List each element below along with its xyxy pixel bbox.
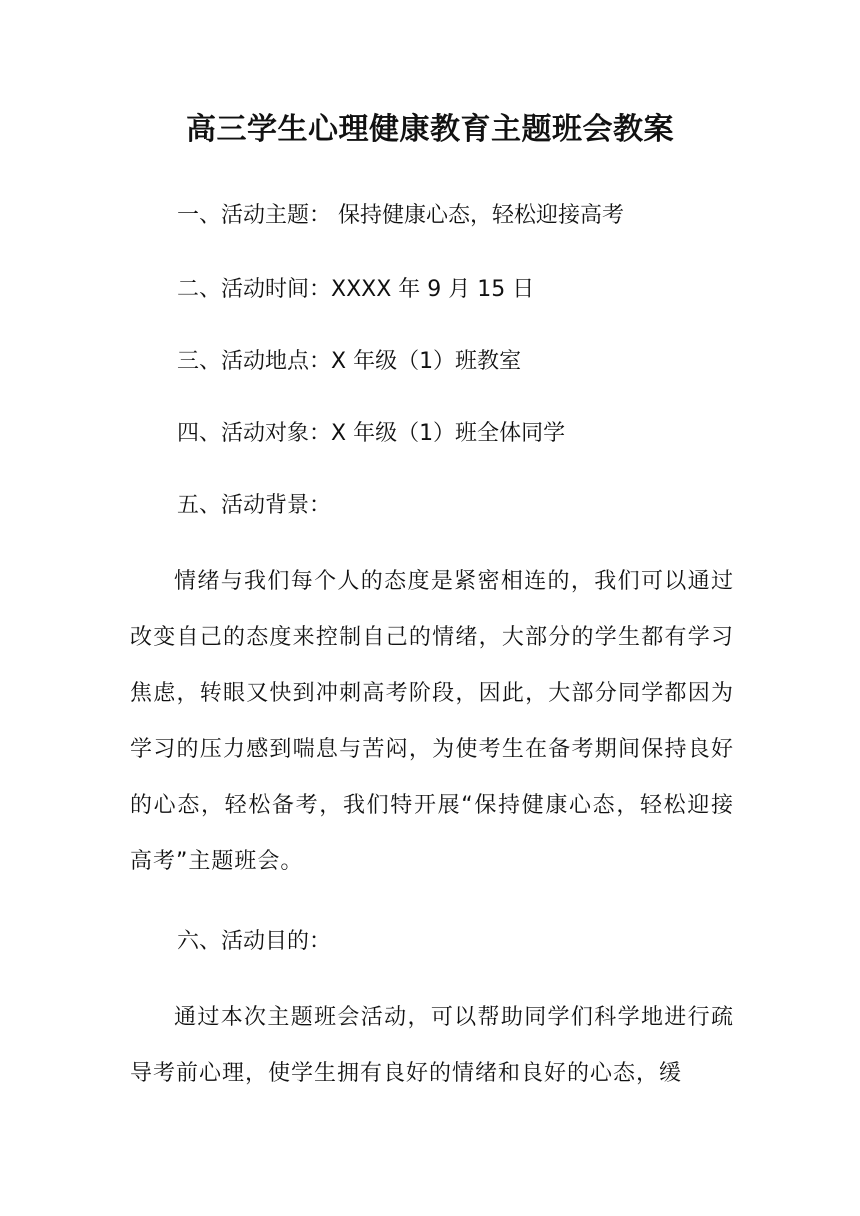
- activity-location: 三、活动地点：X 年级（1）班教室: [177, 349, 522, 374]
- activity-purpose-heading: 六、活动目的：: [177, 929, 332, 954]
- background-paragraph: 情绪与我们每个人的态度是紧密相连的，我们可以通过改变自己的态度来控制自己的情绪，大部分的学生都有学习焦虑，转眼又快到冲刺高考阶段，因此，大部分同学都因为学习的压力感到喘息与苦闷，为使考生在备考期间保持良好的心态，轻松备考，我们特开展“保持健康心态，轻松迎接高考”主题班会。: [130, 569, 734, 874]
- purpose-paragraph: 通过本次主题班会活动，可以帮助同学们科学地进行疏导考前心理，使学生拥有良好的情绪和良好的心态，缓: [130, 1005, 734, 1086]
- activity-time: 二、活动时间：XXXX 年 9 月 15 日: [177, 277, 535, 302]
- activity-background-heading: 五、活动背景：: [177, 493, 332, 518]
- document-title: 高三学生心理健康教育主题班会教案: [186, 112, 674, 147]
- activity-participants: 四、活动对象：X 年级（1）班全体同学: [177, 421, 566, 446]
- activity-theme: 一、活动主题： 保持健康心态，轻松迎接高考: [177, 203, 624, 228]
